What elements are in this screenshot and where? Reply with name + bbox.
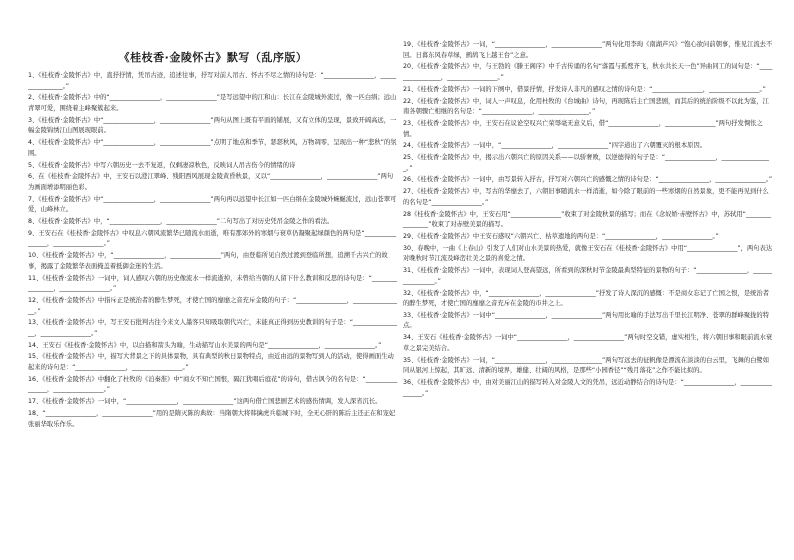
question-item: 22、《桂枝香·金陵怀古》中，词人一声叹息，化用杜牧的《台城曲》诗句，再现陈后主亡国悲剧，而其后的统治阶级不以此为鉴，江南各朝骤亡相继的名句是：“________________，________________。” <box>403 97 769 116</box>
question-item: 29、《桂枝香·金陵怀古》中王安石感叹“六朝兴亡、枯草遗地的两句是：“________________，________________。” <box>403 232 719 240</box>
question-item: 27、《桂枝香·金陵怀古》中，写古的华靡去了，六朝旧事随流水一样消逝，如今除了眼前的一些寒烟的自然景象，更不能再见到什么的名句是“________________。” <box>403 188 769 206</box>
question-item: 17、《桂枝香·金陵怀古》一词中，“________________，________________”这两句借亡国悲剧艺术的感伤情调，发人深省沉长。 <box>28 398 382 406</box>
question-item: 28《桂枝香·金陵怀古》中，王安石用“________________”收束了对金陵秋景的描写；而在《念奴娇·赤壁怀古》中，苏轼用“________________”收束了对赤壁美景的描写。 <box>403 210 772 229</box>
question-item: 21、《桂枝香·金陵怀古》一词的下阕中，借景抒情，抒发诗人非凡的感叹之情的诗句是：“________________，________________。” <box>403 85 766 93</box>
question-item: 10、《桂枝香·金陵怀古》中，“________________，________________”两句，由登临所见自然过渡到登临所想，追溯千古兴亡的故事，揭露了金陵繁华表面掩盖着抵御金迷的生活。 <box>28 252 388 270</box>
question-item: 36、《桂枝香·金陵怀古》中，由对美丽江山的描写转入对金陵人文的凭吊，远近动静结合的诗句是：“________________，________________。” <box>403 379 773 397</box>
question-item: 25、《桂枝香·金陵怀古》中，揭示出六朝兴亡的原因关系——以骄奢败，以逆德得的句子是：“________________，________________。” <box>403 154 769 172</box>
question-item: 3、《桂枝香·金陵怀古》中“________________，________________”两句从图上既有平面的铺展，又有立体的呈现，景致开阔高远，一幅金陵锦绣江山图展现眼前。 <box>28 116 397 135</box>
question-item: 1、《桂枝香·金陵怀古》中，直抒抒情，凭吊古迹，追述往事，抒写对前人吊古、怀古不尽之情的诗句是：“________________，________________。” <box>28 72 397 90</box>
question-item: 14、王安石《桂枝香·金陵怀古》中，以白描和箭头为喻，生动描写山水美景的两句是“________________，________________。” <box>28 341 382 349</box>
question-item: 35、《桂枝香·金陵怀古》一词，“________________，________________”两句写远去的征帆像是漂流在淡淡的白云里，飞舞的白鹭如同从银河上惊起，其旷远、清新的境界，雄健、壮阔的风格，是那些“小园香径”“残月落花”之作不能比拟的。 <box>403 356 770 375</box>
question-item: 9、王安石在《桂枝香·金陵怀古》中叹息六朝风流繁华已随流水而逝，唯有那郊外的寒烟与衰草仍凝聚起绿颜色的两句是“________________，________________。” <box>28 229 397 248</box>
question-item: 26、《桂枝香·金陵怀古》一词中，由写景转入抒古，抒写对六朝兴亡的感慨之情的诗句是：“________________，________________。” <box>403 176 773 184</box>
question-item: 6、在《桂枝香·金陵怀古》中，王安石以澄江翠峰、残阳西风展现金陵黄昏秋景，又以“________________，________________”两句为画面增添明丽色彩。 <box>28 173 394 191</box>
question-item: 7、《桂枝香·金陵怀古》中“________________，________________”两句再以远望中长江如一匹白绢在金陵城外蜿蜒流过，远山苍翠可爱，山峰林立。 <box>28 195 397 214</box>
question-item: 20、《桂枝香·金陵怀古》中，与王勃的《滕王阁序》中千古传诵的名句“落霞与孤鹜齐飞，秋水共长天一色”异曲同工的词句是：“________________，________________。” <box>403 63 773 81</box>
question-item: 24、《桂枝香·金陵怀古》一词中，“________________，________________”四字道出了六朝覆灭的根本原因。 <box>403 142 707 150</box>
question-item: 31、《桂枝香·金陵怀古》一词中，表现词人登高望远，所看到的深秋时节金陵最典型特征的景物的句子：“________________，________________。” <box>403 267 773 285</box>
question-item: 32、《桂枝香·金陵怀古》中，“________________，________________”抒发了诗人深沉的感慨：不是商女忘记了亡国之恨，是统治者的醉生梦死，才使亡国的靡靡之音充斥在金陵的市井之上。 <box>403 289 770 308</box>
question-item: 12、《桂枝香·金陵怀古》中指斥正是统治者的醉生梦死，才使亡国的靡靡之音充斥金陵的句子：“________________，________________。” <box>28 296 398 315</box>
question-item: 18、“________________，________________”用的是隋灭陈的典故：当隋朝大将韩擒虎兵临城下时，全无心肝的陈后主还正在和宠妃张丽华取乐作乐。 <box>28 410 396 428</box>
question-item: 33、《桂枝香·金陵怀古》一词中“________________，________________”两句用比喻的手法写出千里长江明净、苍翠的群峰聚拢的特点。 <box>403 311 770 330</box>
question-item: 4、《桂枝香·金陵怀古》中“________________，________________”点明了地点和季节，瑟瑟秋风，万物凋零，呈现出一种“悲秋”的氛围。 <box>28 139 397 157</box>
question-item: 19、《桂枝香·金陵怀古》一词，“________________，________________”两句化用李珣《南湖芦兴》“饱心欲问前朝事，惟见江流去不回。日暮东风春草绿，鹧鸪飞上越王台”之意。 <box>403 41 773 59</box>
question-item: 5、《桂枝香·金陵怀古》中写六朝历史一去不复返，仅剩凄凉秋色，反映词人吊古伤今的情绪的诗 <box>28 161 296 169</box>
question-item: 30、春晚中，一曲《上春山》引发了人们对山水美景的热爱，就像王安石在《桂枝香·金陵怀古》中用“________________”，两句表达对晚秋时节江流及峰峦壮美之景的喜爱之情。 <box>403 244 773 263</box>
question-item: 11、《桂枝香·金陵怀古》一词中，词人感叹六朝的历史像流水一样流逝掉，未曾给当朝的人留下什么教训和反思的诗句是：“________________，________________。” <box>28 274 398 293</box>
question-item: 34、王安石《桂枝香·金陵怀古》一词中“________________，________________”两句时空交错，虚实相生，将六朝旧事和眼前流水衰草之景完美结合。 <box>403 334 773 352</box>
question-item: 13、《桂枝香·金陵怀古》中，写王安石批判古往今来文人墨客只知吸取朝代兴亡，未能真正得到历史教训的句子是：“________________，________________。” <box>28 319 398 337</box>
right-column <box>403 40 773 400</box>
question-item: 23、《桂枝香·金陵怀古》中，王安石在议论空叹兴亡荣辱毫无意义后，借“________________，________________”两句抒发惆怅之情。 <box>403 119 763 138</box>
question-item: 2、《桂枝香·金陵怀古》中的“________________，________________”是写远望中的江和山：长江在金陵城外流过，像一匹白绢；远山青翠可爱，围绕着主峰聚簇起来。 <box>28 94 397 112</box>
page-title: 《桂枝香·金陵怀古》默写（乱序版） <box>118 51 308 64</box>
question-item: 15、《桂枝香·金陵怀古》中，描写大背景之下的具体景物，具有典型的秋日景物特点，由近由远的景物写到人的活动，使得画面生动起来的诗句是：“________________，________________。” <box>28 353 394 372</box>
question-item: 16、《桂枝香·金陵怀古》中翻化了杜牧的《泊秦淮》中“商女不知亡国恨，隔江犹唱后庭花”的诗句，借古讽今的名句是：“________________，________________。” <box>28 375 398 394</box>
left-column <box>28 40 398 431</box>
question-item: 8、《桂枝香·金陵怀古》中，“________________，________________”二句写出了对历史凭吊金陵之作的看法。 <box>28 218 334 226</box>
